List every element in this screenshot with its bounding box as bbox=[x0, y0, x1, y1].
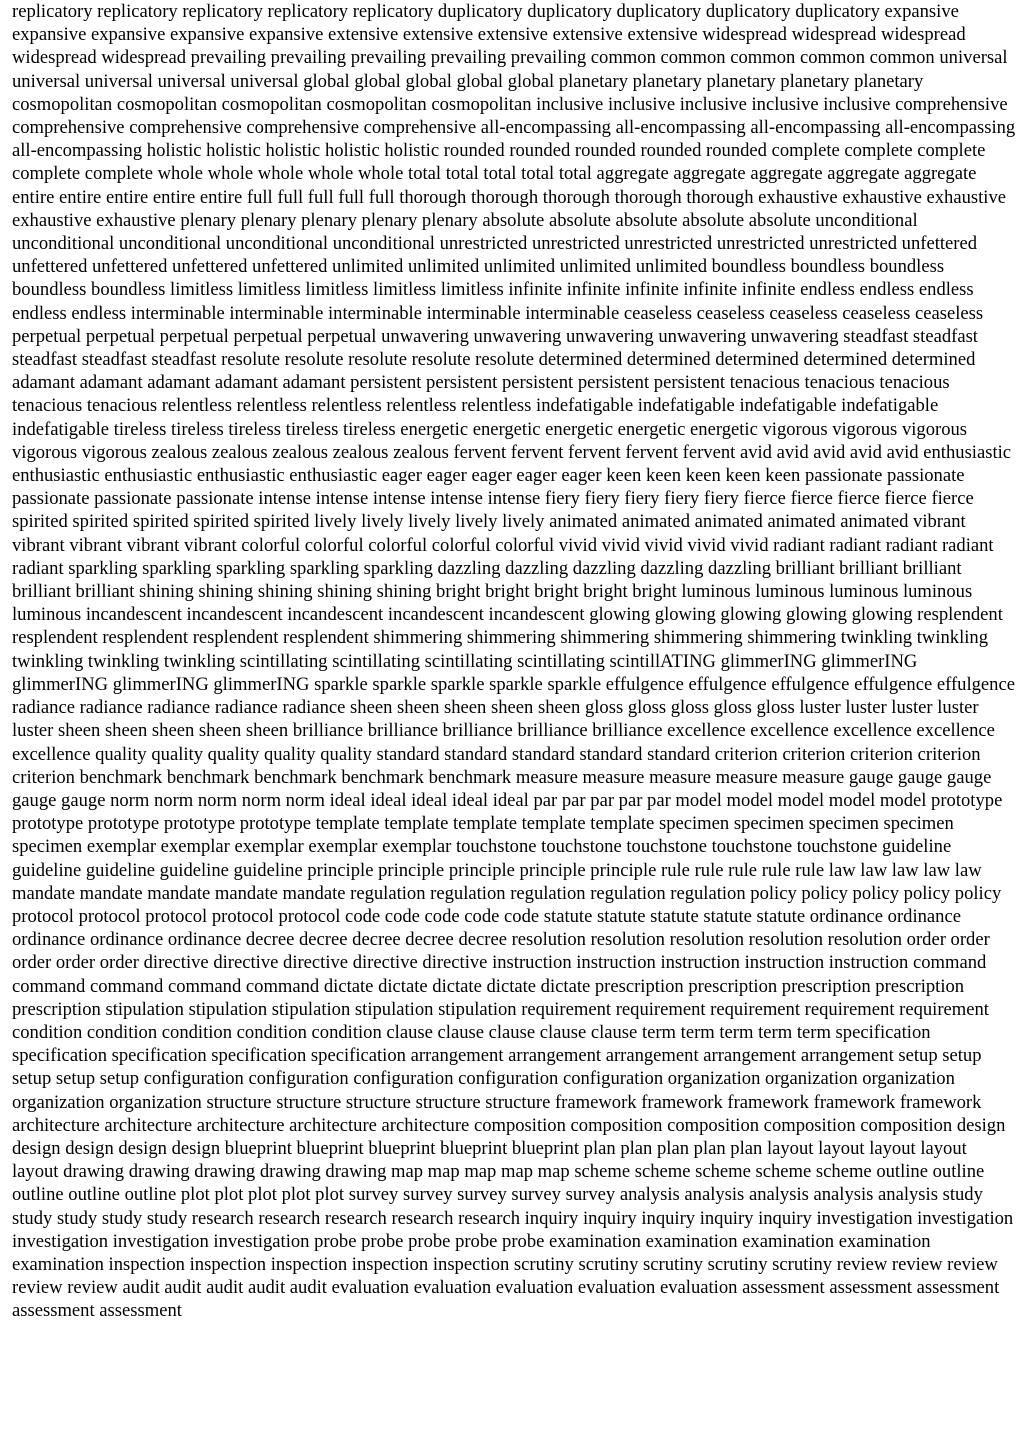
body-text: replicatory replicatory replicatory replicatory replicatory duplicatory duplicatory duplicatory duplicatory duplicatory expansive expansive expansive expansive expansive extensive extensive extensive extensive extensive widespread widespread widespread widespread widespread prevailing prevailing prevailing prevailing prevailing common common common common common universal universal universal universal universal global global global global global planetary planetary planetary planetary planetary cosmopolitan cosmopolitan cosmopolitan cosmopolitan cosmopolitan inclusive inclusive inclusive inclusive inclusive comprehensive comprehensive comprehensive comprehensive comprehensive all-encompassing all-encompassing all-encompassing all-encompassing all-encompassing holistic holistic holistic holistic holistic rounded rounded rounded rounded rounded complete complete complete complete complete whole whole whole whole whole total total total total total aggregate aggregate aggregate aggregate aggregate entire entire entire entire entire full full full full full thorough thorough thorough thorough thorough exhaustive exhaustive exhaustive exhaustive exhaustive plenary plenary plenary plenary plenary absolute absolute absolute absolute absolute unconditional unconditional unconditional unconditional unconditional unrestricted unrestricted unrestricted unrestricted unrestricted unfettered unfettered unfettered unfettered unfettered unlimited unlimited unlimited unlimited unlimited boundless boundless boundless boundless boundless limitless limitless limitless limitless limitless infinite infinite infinite infinite infinite endless endless endless endless endless interminable interminable interminable interminable interminable ceaseless ceaseless ceaseless ceaseless ceaseless perpetual perpetual perpetual perpetual perpetual unwavering unwavering unwavering unwavering unwavering steadfast steadfast steadfast steadfast steadfast resolute resolute resolute resolute resolute determined determined determined determined determined adamant adamant adamant adamant adamant persistent persistent persistent persistent persistent tenacious tenacious tenacious tenacious tenacious relentless relentless relentless relentless relentless indefatigable indefatigable indefatigable indefatigable indefatigable tireless tireless tireless tireless tireless energetic energetic energetic energetic energetic vigorous vigorous vigorous vigorous vigorous zealous zealous zealous zealous zealous fervent fervent fervent fervent fervent avid avid avid avid avid enthusiastic enthusiastic enthusiastic enthusiastic enthusiastic eager eager eager eager eager keen keen keen keen keen passionate passionate passionate passionate passionate intense intense intense intense intense fiery fiery fiery fiery fiery fierce fierce fierce fierce fierce spirited spirited spirited spirited spirited lively lively lively lively lively animated animated animated animated animated vibrant vibrant vibrant vibrant vibrant colorful colorful colorful colorful colorful vivid vivid vivid vivid vivid radiant radiant radiant radiant radiant sparkling sparkling sparkling sparkling sparkling dazzling dazzling dazzling dazzling dazzling brilliant brilliant brilliant brilliant brilliant shining shining shining shining shining bright bright bright bright bright luminous luminous luminous luminous luminous incandescent incandescent incandescent incandescent incandescent glowing glowing glowing glowing glowing resplendent resplendent resplendent resplendent resplendent shimmering shimmering shimmering shimmering shimmering twinkling twinkling twinkling twinkling twinkling scintillating scintillating scintillating scintillating scintillATING glimmerING glimmerING glimmerING glimmerING glimmerING sparkle sparkle sparkle sparkle sparkle effulgence effulgence effulgence effulgence effulgence radiance radiance radiance radiance radiance sheen sheen sheen sheen sheen gloss gloss gloss gloss gloss luster luster luster luster luster sheen sheen sheen sheen sheen brilliance brilliance brilliance brilliance brilliance excellence excellence excellence excellence excellence quality quality quality quality quality standard standard standard standard standard criterion criterion criterion criterion criterion benchmark benchmark benchmark benchmark benchmark measure measure measure measure measure gauge gauge gauge gauge gauge norm norm norm norm norm ideal ideal ideal ideal ideal par par par par par model model model model model prototype prototype prototype prototype prototype template template template template template specimen specimen specimen specimen specimen exemplar exemplar exemplar exemplar exemplar touchstone touchstone touchstone touchstone touchstone guideline guideline guideline guideline guideline principle principle principle principle principle rule rule rule rule rule law law law law law mandate mandate mandate mandate mandate regulation regulation regulation regulation regulation policy policy policy policy policy protocol protocol protocol protocol protocol code code code code code statute statute statute statute statute ordinance ordinance ordinance ordinance ordinance decree decree decree decree decree resolution resolution resolution resolution resolution order order order order order directive directive directive directive directive instruction instruction instruction instruction instruction command command command command command dictate dictate dictate dictate dictate prescription prescription prescription prescription prescription stipulation stipulation stipulation stipulation stipulation requirement requirement requirement requirement requirement condition condition condition condition condition clause clause clause clause clause term term term term term specification specification specification specification specification arrangement arrangement arrangement arrangement arrangement setup setup setup setup setup configuration configuration configuration configuration configuration organization organization organization organization organization structure structure structure structure structure framework framework framework framework framework architecture architecture architecture architecture architecture composition composition composition composition composition design design design design design blueprint blueprint blueprint blueprint blueprint plan plan plan plan plan layout layout layout layout layout drawing drawing drawing drawing drawing map map map map map scheme scheme scheme scheme scheme outline outline outline outline outline plot plot plot plot plot survey survey survey survey survey analysis analysis analysis analysis analysis study study study study study research research research research research inquiry inquiry inquiry inquiry inquiry investigation investigation investigation investigation investigation probe probe probe probe probe examination examination examination examination examination inspection inspection inspection inspection inspection scrutiny scrutiny scrutiny scrutiny scrutiny review review review review review audit audit audit audit audit evaluation evaluation evaluation evaluation evaluation assessment assessment assessment assessment assessment bbox=[12, 1, 1016, 1322]
